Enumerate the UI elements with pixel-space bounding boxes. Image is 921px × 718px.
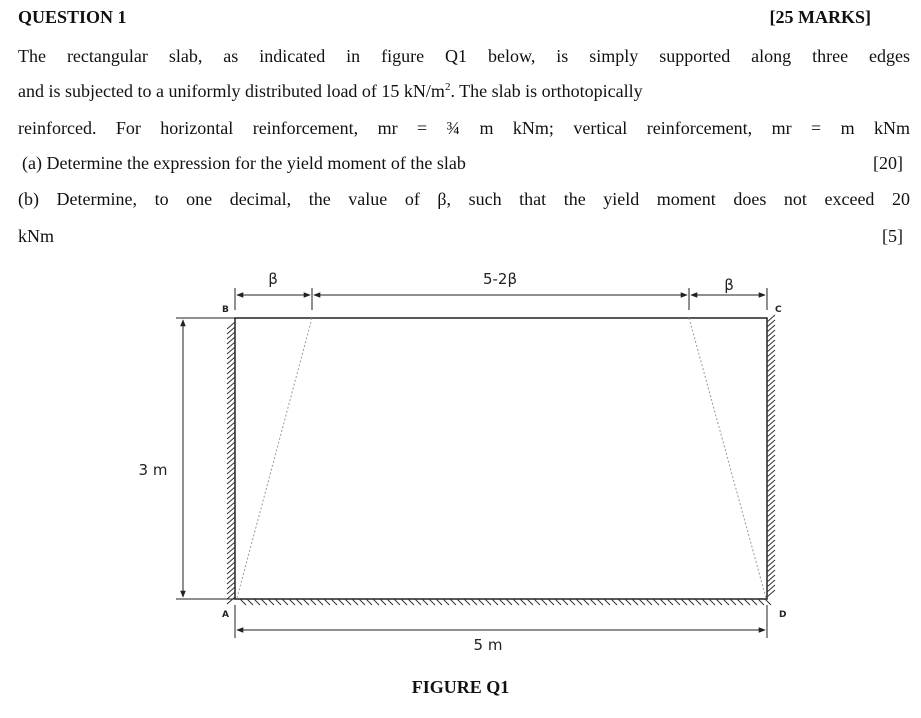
hatch-mark-bottom [296,599,302,605]
hatch-mark-bottom [485,599,491,605]
hatch-mark-bottom [415,599,421,605]
hatch-mark-bottom [597,599,603,605]
hatch-mark-bottom [247,599,253,605]
hatch-mark-bottom [366,599,372,605]
slab-outline [235,318,767,599]
part-b-marks: [5] [882,226,903,246]
hatch-mark-bottom [394,599,400,605]
hatch-mark-bottom [583,599,589,605]
hatch-mark-bottom [702,599,708,605]
hatch-mark-bottom [709,599,715,605]
hatch-mark-bottom [289,599,295,605]
hatch-mark-bottom [492,599,498,605]
part-a-text: (a) Determine the expression for the yield moment of the slab [22,153,466,173]
dim-label-beta-left: β [268,270,278,288]
hatch-mark-bottom [660,599,666,605]
hatch-mark-bottom [506,599,512,605]
hatch-mark-bottom [345,599,351,605]
hatch-mark-bottom [275,599,281,605]
hatch-mark-bottom [758,599,764,605]
hatch-mark-bottom [730,599,736,605]
hatch-mark-bottom [632,599,638,605]
corner-label-c: C [775,305,782,315]
yield-line-right [689,318,766,598]
dim-label-beta-right: β [724,276,734,294]
hatch-mark-bottom [555,599,561,605]
corner-label-d: D [779,610,787,620]
dim-label-width: 5 m [473,636,503,654]
hatch-mark-bottom [380,599,386,605]
hatch-mark-bottom [737,599,743,605]
hatch-mark-bottom [646,599,652,605]
dim-label-middle: 5-2β [482,270,518,288]
part-b-text-line-1: (b) Determine, to one decimal, the value of β, such that the yield moment does not exceed 20 [18,189,910,209]
hatch-mark-bottom [303,599,309,605]
hatch-mark-bottom [625,599,631,605]
question-title: QUESTION 1 [18,7,127,27]
hatch-mark-bottom [436,599,442,605]
hatch-mark-bottom [373,599,379,605]
support-hatch-bottom [240,599,771,605]
hatch-mark-bottom [604,599,610,605]
hatch-mark-bottom [268,599,274,605]
hatch-mark-bottom [422,599,428,605]
corner-label-b: B [222,305,229,315]
hatch-mark-bottom [520,599,526,605]
hatch-mark-bottom [352,599,358,605]
body-line-2-before: and is subjected to a uniformly distributed load of 15 kN/m [18,81,445,101]
hatch-mark-bottom [618,599,624,605]
yield-line-left [237,318,312,598]
hatch-mark-bottom [401,599,407,605]
hatch-mark-bottom [387,599,393,605]
dim-label-height: 3 m [138,461,168,479]
figure-caption: FIGURE Q1 [411,677,510,697]
hatch-mark-bottom [765,599,771,605]
hatch-mark-bottom [681,599,687,605]
superscript-2: 2 [444,81,451,93]
body-line-2-after: . The slab is orthotopically [450,81,643,101]
hatch-mark-bottom [282,599,288,605]
hatch-mark-bottom [513,599,519,605]
hatch-mark-bottom [338,599,344,605]
hatch-mark-bottom [471,599,477,605]
hatch-mark-bottom [548,599,554,605]
hatch-mark-bottom [464,599,470,605]
hatch-mark-bottom [408,599,414,605]
hatch-mark-bottom [450,599,456,605]
hatch-mark-bottom [310,599,316,605]
hatch-mark-bottom [716,599,722,605]
support-hatch-right [767,315,775,597]
hatch-mark-bottom [751,599,757,605]
body-line-1: The rectangular slab, as indicated in figure Q1 below, is simply supported along three edges [18,46,910,66]
hatch-mark-bottom [562,599,568,605]
hatch-mark-bottom [639,599,645,605]
hatch-mark-bottom [261,599,267,605]
hatch-mark-bottom [534,599,540,605]
part-a-marks: [20] [873,153,903,173]
hatch-mark-bottom [359,599,365,605]
hatch-mark-bottom [429,599,435,605]
hatch-mark-bottom [576,599,582,605]
hatch-mark-bottom [443,599,449,605]
hatch-mark-bottom [331,599,337,605]
hatch-mark-bottom [324,599,330,605]
hatch-mark-bottom [688,599,694,605]
hatch-mark-bottom [667,599,673,605]
hatch-mark-bottom [744,599,750,605]
hatch-mark-bottom [317,599,323,605]
corner-label-a: A [222,610,229,620]
body-line-3: reinforced. For horizontal reinforcement, mr = ¾ m kNm; vertical reinforcement, mr = m kNm [18,118,910,138]
support-hatch-left [227,322,235,604]
hatch-mark-bottom [499,599,505,605]
question-marks: [25 MARKS] [769,7,871,27]
hatch-mark-bottom [723,599,729,605]
hatch-mark-bottom [254,599,260,605]
hatch-mark-bottom [569,599,575,605]
hatch-mark-bottom [527,599,533,605]
hatch-mark-bottom [590,599,596,605]
hatch-mark-bottom [457,599,463,605]
hatch-mark-bottom [478,599,484,605]
hatch-mark-bottom [674,599,680,605]
hatch-mark-bottom [611,599,617,605]
part-b-text-line-2: kNm [18,226,54,246]
hatch-mark-bottom [653,599,659,605]
hatch-mark-bottom [695,599,701,605]
hatch-mark-bottom [541,599,547,605]
hatch-mark-bottom [240,599,246,605]
